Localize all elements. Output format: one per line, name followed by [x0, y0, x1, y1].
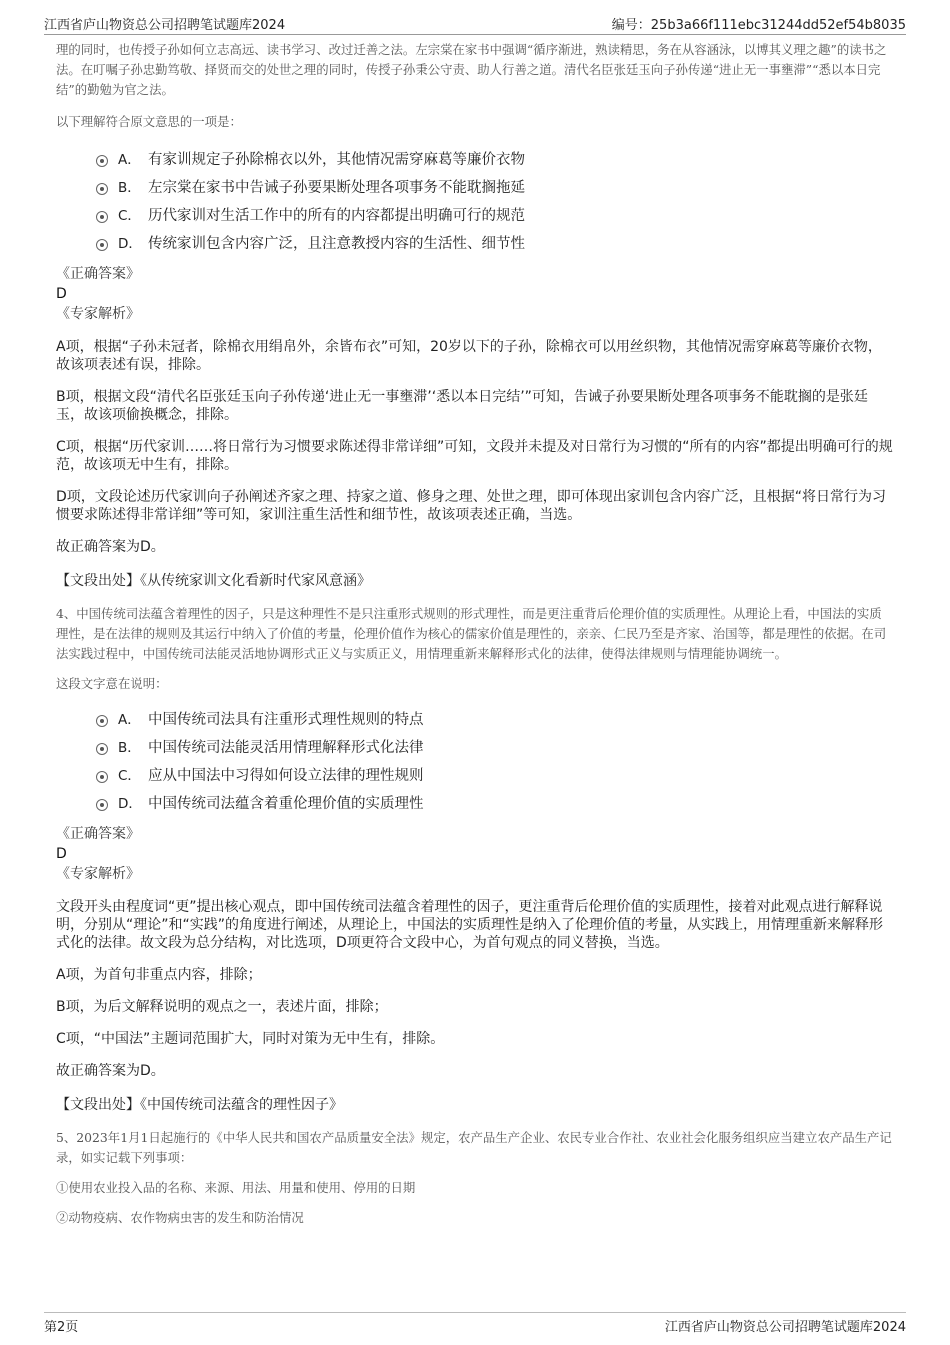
- header-title: 江西省庐山物资总公司招聘笔试题库2024: [44, 18, 286, 33]
- option-text: 历代家训对生活工作中的所有的内容都提出明确可行的规范: [148, 208, 525, 224]
- radio-icon[interactable]: [96, 155, 108, 167]
- page-number: 第2页: [44, 1320, 79, 1335]
- q3-prompt: 以下理解符合原文意思的一项是：: [56, 114, 242, 129]
- q4-option-a[interactable]: A． 中国传统司法具有注重形式理性规则的特点: [56, 706, 894, 734]
- q4-option-c[interactable]: C． 应从中国法中习得如何设立法律的理性规则: [56, 762, 894, 790]
- q4-option-d[interactable]: D． 中国传统司法蕴含着重伦理价值的实质理性: [56, 790, 894, 818]
- q5-passage: 5、2023年1月1日起施行的《中华人民共和国农产品质量安全法》规定，农产品生产企业、农民专业合作社、农业社会化服务组织应当建立农产品生产记录，如实记载下列事项：: [56, 1130, 892, 1165]
- q3-option-d[interactable]: D． 传统家训包含内容广泛，且注意教授内容的生活性、细节性: [56, 230, 894, 258]
- radio-icon[interactable]: [96, 183, 108, 195]
- q4-passage: 4、中国传统司法蕴含着理性的因子，只是这种理性不是只注重形式规则的形式理性，而是更注重背后伦理价值的实质理性。从理论上看，中国法的实质理性，是在法律的规则及其运行中纳入了价值的考量，伦理价值作为核心的儒家价值是理性的，亲亲、仁民乃至是齐家、治国等，都是理性的依据。在司法实践过程中，中国传统司法能灵活地协调形式正义与实质正义，用情理重新来解释形式化的法律，使得法律规则与情理能协调统一。: [56, 606, 887, 661]
- q4-prompt: 这段文字意在说明：: [56, 676, 168, 691]
- q4-answer-label: 《正确答案》: [56, 826, 140, 842]
- option-text: 中国传统司法蕴含着重伦理价值的实质理性: [148, 796, 424, 812]
- radio-icon[interactable]: [96, 771, 108, 783]
- q4-options: [56, 706, 894, 818]
- q3-option-a[interactable]: A． 有家训规定子孙除棉衣以外，其他情况需穿麻葛等廉价衣物: [56, 146, 894, 174]
- page-header: [44, 12, 906, 35]
- q4-analysis-label: 《专家解析》: [56, 866, 140, 882]
- q3-conclusion: 故正确答案为D。: [56, 539, 165, 555]
- q4-conclusion: 故正确答案为D。: [56, 1063, 165, 1079]
- option-text: 中国传统司法能灵活用情理解释形式化法律: [148, 740, 424, 756]
- q3-source: 【文段出处】《从传统家训文化看新时代家风意涵》: [56, 573, 371, 589]
- q3-analysis-a: A项，根据“子孙未冠者，除棉衣用绢帛外，余皆布衣”可知，20岁以下的子孙，除棉衣可以用丝织物，其他情况需穿麻葛等廉价衣物，故该项表述有误，排除。: [56, 339, 882, 373]
- q4-analysis-b: B项，为后文解释说明的观点之一，表述片面，排除；: [56, 999, 388, 1015]
- q5-item-1: ①使用农业投入品的名称、来源、用法、用量和使用、停用的日期: [56, 1180, 416, 1195]
- q3-options: [56, 146, 894, 258]
- radio-icon[interactable]: [96, 743, 108, 755]
- q3-option-c[interactable]: C． 历代家训对生活工作中的所有的内容都提出明确可行的规范: [56, 202, 894, 230]
- q5-item-2: ②动物疫病、农作物病虫害的发生和防治情况: [56, 1210, 304, 1225]
- option-text: 左宗棠在家书中告诫子孙要果断处理各项事务不能耽搁拖延: [148, 180, 525, 196]
- footer-title: 江西省庐山物资总公司招聘笔试题库2024: [664, 1320, 906, 1335]
- radio-icon[interactable]: [96, 211, 108, 223]
- q3-option-b[interactable]: B． 左宗棠在家书中告诫子孙要果断处理各项事务不能耽搁拖延: [56, 174, 894, 202]
- q3-passage-tail: 理的同时，也传授子孙如何立志高远、读书学习、改过迁善之法。左宗棠在家书中强调“循序渐进，熟读精思，务在从容涵泳，以博其义理之趣”的读书之法。在叮嘱子孙忠勤笃敬、择贤而交的处世之理的同时，传授子孙秉公守责、助人行善之道。清代名臣张廷玉向子孙传递“进止无一事壅滞”“悉以本日完结”的勤勉为官之法。: [56, 42, 887, 97]
- q4-source: 【文段出处】《中国传统司法蕴含的理性因子》: [56, 1097, 343, 1113]
- radio-icon[interactable]: [96, 799, 108, 811]
- radio-icon[interactable]: [96, 715, 108, 727]
- option-text: 有家训规定子孙除棉衣以外，其他情况需穿麻葛等廉价衣物: [148, 152, 525, 168]
- page-footer: [44, 1312, 906, 1337]
- q3-analysis-b: B项，根据文段“清代名臣张廷玉向子孙传递‘进止无一事壅滞’‘悉以本日完结’”可知，告诫子孙要果断处理各项事务不能耽搁的是张廷玉，故该项偷换概念，排除。: [56, 389, 868, 423]
- q4-answer: D: [56, 846, 67, 862]
- q3-analysis-label: 《专家解析》: [56, 306, 140, 322]
- option-text: 中国传统司法具有注重形式理性规则的特点: [148, 712, 424, 728]
- option-text: 应从中国法中习得如何设立法律的理性规则: [148, 768, 424, 784]
- option-text: 传统家训包含内容广泛，且注意教授内容的生活性、细节性: [148, 236, 525, 252]
- page-content: [56, 40, 894, 1228]
- document-serial: 编号：25b3a66f111ebc31244dd52ef54b8035: [611, 18, 906, 33]
- q3-analysis-d: D项，文段论述历代家训向子孙阐述齐家之理、持家之道、修身之理、处世之理，即可体现出家训包含内容广泛，且根据“将日常行为习惯要求陈述得非常详细”等可知，家训注重生活性和细节性，故该项表述正确，当选。: [56, 489, 887, 523]
- q3-answer-label: 《正确答案》: [56, 266, 140, 282]
- q4-analysis-main: 文段开头由程度词“更”提出核心观点，即中国传统司法蕴含着理性的因子，更注重背后伦理价值的实质理性，接着对此观点进行解释说明，分别从“理论”和“实践”的角度进行阐述，从理论上，中国法的实质理性是纳入了伦理价值的考量，从实践上，用情理重新来解释形式化的法律。故文段为总分结构，对比选项，D项更符合文段中心，为首句观点的同义替换，当选。: [56, 899, 884, 951]
- q3-analysis-c: C项，根据“历代家训……将日常行为习惯要求陈述得非常详细”可知，文段并未提及对日常行为习惯的“所有的内容”都提出明确可行的规范，故该项无中生有，排除。: [56, 439, 893, 473]
- q4-analysis-a: A项，为首句非重点内容，排除；: [56, 967, 262, 983]
- q4-analysis-c: C项，“中国法”主题词范围扩大，同时对策为无中生有，排除。: [56, 1031, 445, 1047]
- radio-icon[interactable]: [96, 239, 108, 251]
- q4-option-b[interactable]: B． 中国传统司法能灵活用情理解释形式化法律: [56, 734, 894, 762]
- q3-answer: D: [56, 286, 67, 302]
